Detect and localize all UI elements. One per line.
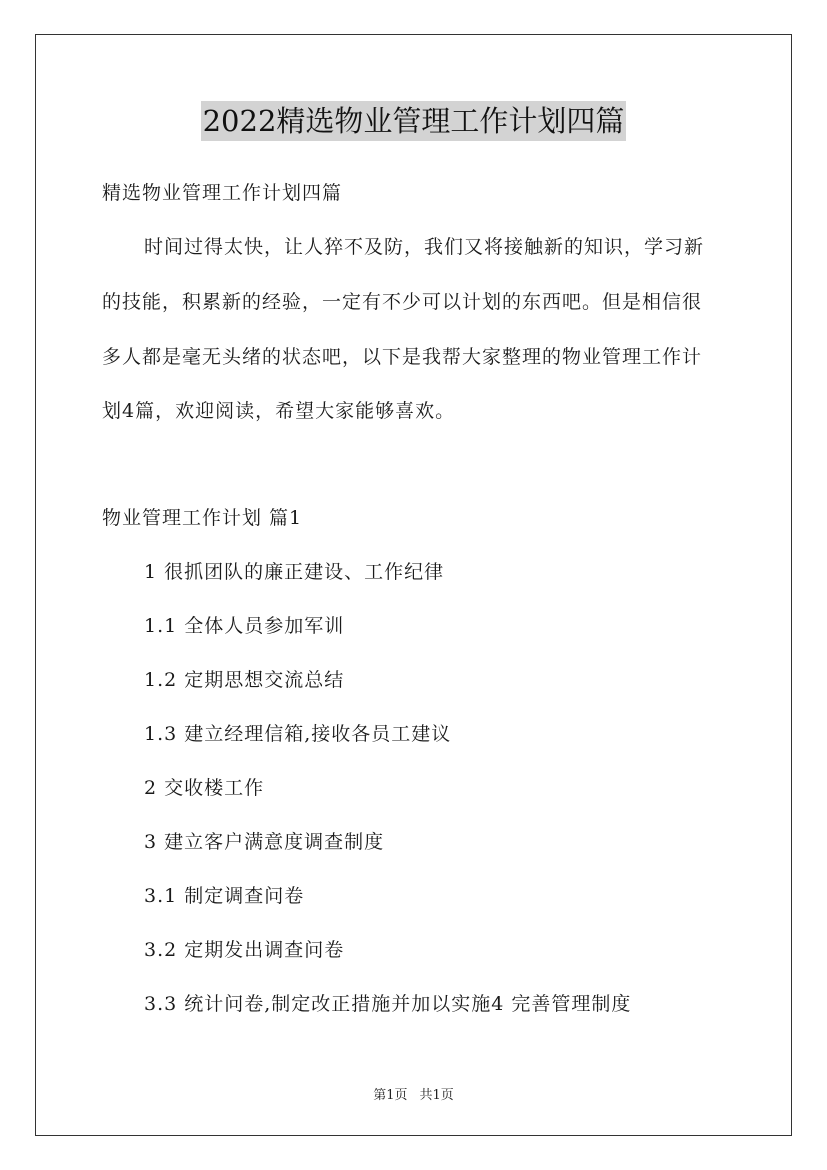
- list-item: 3 建立客户满意度调查制度: [144, 831, 385, 853]
- page-footer: [0, 1084, 827, 1103]
- section-heading: 物业管理工作计划 篇1: [102, 507, 303, 529]
- intro-paragraph-line-4: 划4篇，欢迎阅读，希望大家能够喜欢。: [102, 400, 456, 422]
- list-item: 3.1 制定调查问卷: [144, 885, 305, 907]
- title-container: [0, 101, 827, 141]
- intro-paragraph-line-1: 时间过得太快，让人猝不及防，我们又将接触新的知识，学习新: [144, 236, 705, 258]
- list-item: 2 交收楼工作: [144, 777, 265, 799]
- footer-page-current: 第1页: [373, 1088, 408, 1103]
- list-item: 1.2 定期思想交流总结: [144, 669, 345, 691]
- document-subtitle: 精选物业管理工作计划四篇: [102, 182, 343, 204]
- footer-page-total: 共1页: [419, 1088, 454, 1103]
- document-title: 2022精选物业管理工作计划四篇: [201, 101, 627, 141]
- list-item: 1 很抓团队的廉正建设、工作纪律: [144, 561, 445, 583]
- list-item: 3.3 统计问卷,制定改正措施并加以实施4 完善管理制度: [144, 993, 632, 1015]
- list-item: 1.3 建立经理信箱,接收各员工建议: [144, 723, 452, 745]
- list-item: 3.2 定期发出调查问卷: [144, 939, 345, 961]
- list-item: 1.1 全体人员参加军训: [144, 615, 345, 637]
- intro-paragraph-line-2: 的技能，积累新的经验，一定有不少可以计划的东西吧。但是相信很: [102, 291, 703, 313]
- intro-paragraph-line-3: 多人都是毫无头绪的状态吧，以下是我帮大家整理的物业管理工作计: [102, 346, 703, 368]
